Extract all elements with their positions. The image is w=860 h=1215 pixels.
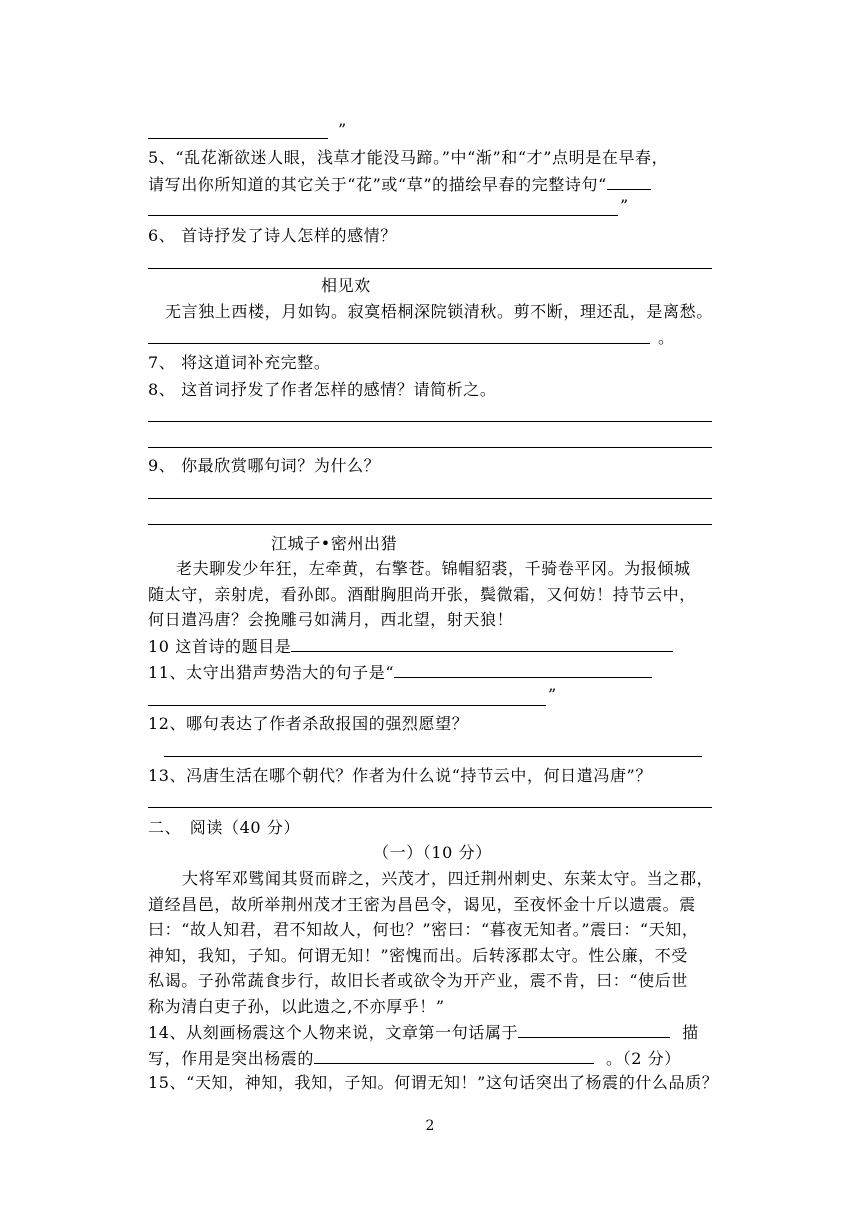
page-number: 2: [425, 1118, 435, 1134]
question-11-text: 11、太守出猎声势浩大的句子是“: [148, 663, 395, 682]
question-13: 13、冯唐生活在哪个朝代？作者为什么说“持节云中，何日遣冯唐”？: [148, 766, 652, 785]
answer-blank: [518, 1022, 670, 1038]
answer-line: [148, 421, 712, 422]
closing-quote: ”: [548, 685, 557, 704]
poem-line: 随太守，亲射虎，看孙郎。酒酣胸胆尚开张，鬓微霜，又何妨！持节云中，: [148, 585, 696, 604]
question-14-text: 。（2 分）: [606, 1049, 681, 1068]
passage-line: 私谒。子孙常蔬食步行，故旧长者或欲令为开产业，震不肯，曰：“使后世: [148, 971, 688, 990]
answer-blank: [394, 662, 652, 678]
section-heading: 二、 阅读（40 分）: [148, 818, 301, 837]
poem-title: 江城子•密州出猎: [271, 534, 398, 553]
answer-line: [148, 524, 712, 525]
passage-line: 神知，我知，子知。何谓无知！”密愧而出。后转涿郡太守。性公廉，不受: [148, 946, 688, 965]
question-10-text: 10 这首诗的题目是: [148, 637, 292, 656]
question-14-line2: [148, 1048, 681, 1069]
question-5-line2: [148, 174, 651, 195]
question-6: 6、 首诗抒发了诗人怎样的感情？: [148, 226, 397, 245]
part-heading: （一）（10 分）: [373, 843, 492, 862]
question-11: [148, 662, 652, 683]
question-7: 7、 将这道词补充完整。: [148, 353, 331, 372]
answer-line: [148, 447, 712, 448]
answer-line: [148, 343, 650, 344]
answer-blank: [291, 636, 673, 652]
question-5-line1: 5、“乱花渐欲迷人眼，浅草才能没马蹄。”中“渐”和“才”点明是在早春，: [148, 148, 669, 167]
answer-line: [148, 498, 712, 499]
closing-quote: ”: [338, 120, 347, 139]
question-8: 8、 这首词抒发了作者怎样的感情？请简析之。: [148, 380, 497, 399]
period: 。: [658, 328, 675, 347]
answer-blank: [607, 174, 651, 190]
answer-line: [148, 138, 328, 139]
passage-line: 大将军邓骘闻其贤而辟之，兴茂才，四迁荆州刺史、东莱太守。当之郡，: [182, 869, 714, 888]
question-5-text: 请写出你所知道的其它关于“花”或“草”的描绘早春的完整诗句“: [148, 175, 607, 194]
question-10: [148, 636, 673, 657]
answer-line: [148, 268, 712, 269]
answer-line: [164, 756, 702, 757]
passage-line: 曰：“故人知君，君不知故人，何也？”密曰：“暮夜无知者。”震曰：“天知，: [148, 920, 699, 939]
answer-line: [148, 807, 712, 808]
answer-blank: [314, 1048, 594, 1064]
poem-line: 老夫聊发少年狂，左牵黄，右擎苍。锦帽貂裘，千骑卷平冈。为报倾城: [176, 559, 691, 578]
question-14-text: 描: [682, 1023, 699, 1042]
passage-line: 道经昌邑，故所举荆州茂才王密为昌邑令，谒见，至夜怀金十斤以遗震。震: [148, 895, 696, 914]
question-14-line1: [148, 1022, 699, 1043]
poem-line: 何日遣冯唐？会挽雕弓如满月，西北望，射天狼！: [148, 610, 514, 629]
question-14-text: 14、从刻画杨震这个人物来说，文章第一句话属于: [148, 1023, 519, 1042]
answer-line: [148, 705, 546, 706]
closing-quote: ”: [620, 196, 629, 215]
passage-line: 称为清白吏子孙，以此遗之,不亦厚乎！”: [148, 997, 445, 1016]
poem-title: 相见欢: [321, 276, 371, 295]
answer-line: [148, 215, 618, 216]
question-12: 12、哪句表达了作者杀敌报国的强烈愿望？: [148, 714, 469, 733]
poem-text: 无言独上西楼，月如钩。寂寞梧桐深院锁清秋。剪不断，理还乱，是离愁。: [165, 302, 713, 321]
question-14-text: 写，作用是突出杨震的: [148, 1049, 315, 1068]
question-15: 15、“天知，神知，我知，子知。何谓无知！”这句话突出了杨震的什么品质？: [148, 1073, 719, 1092]
question-9: 9、 你最欣赏哪句词？为什么？: [148, 456, 381, 475]
